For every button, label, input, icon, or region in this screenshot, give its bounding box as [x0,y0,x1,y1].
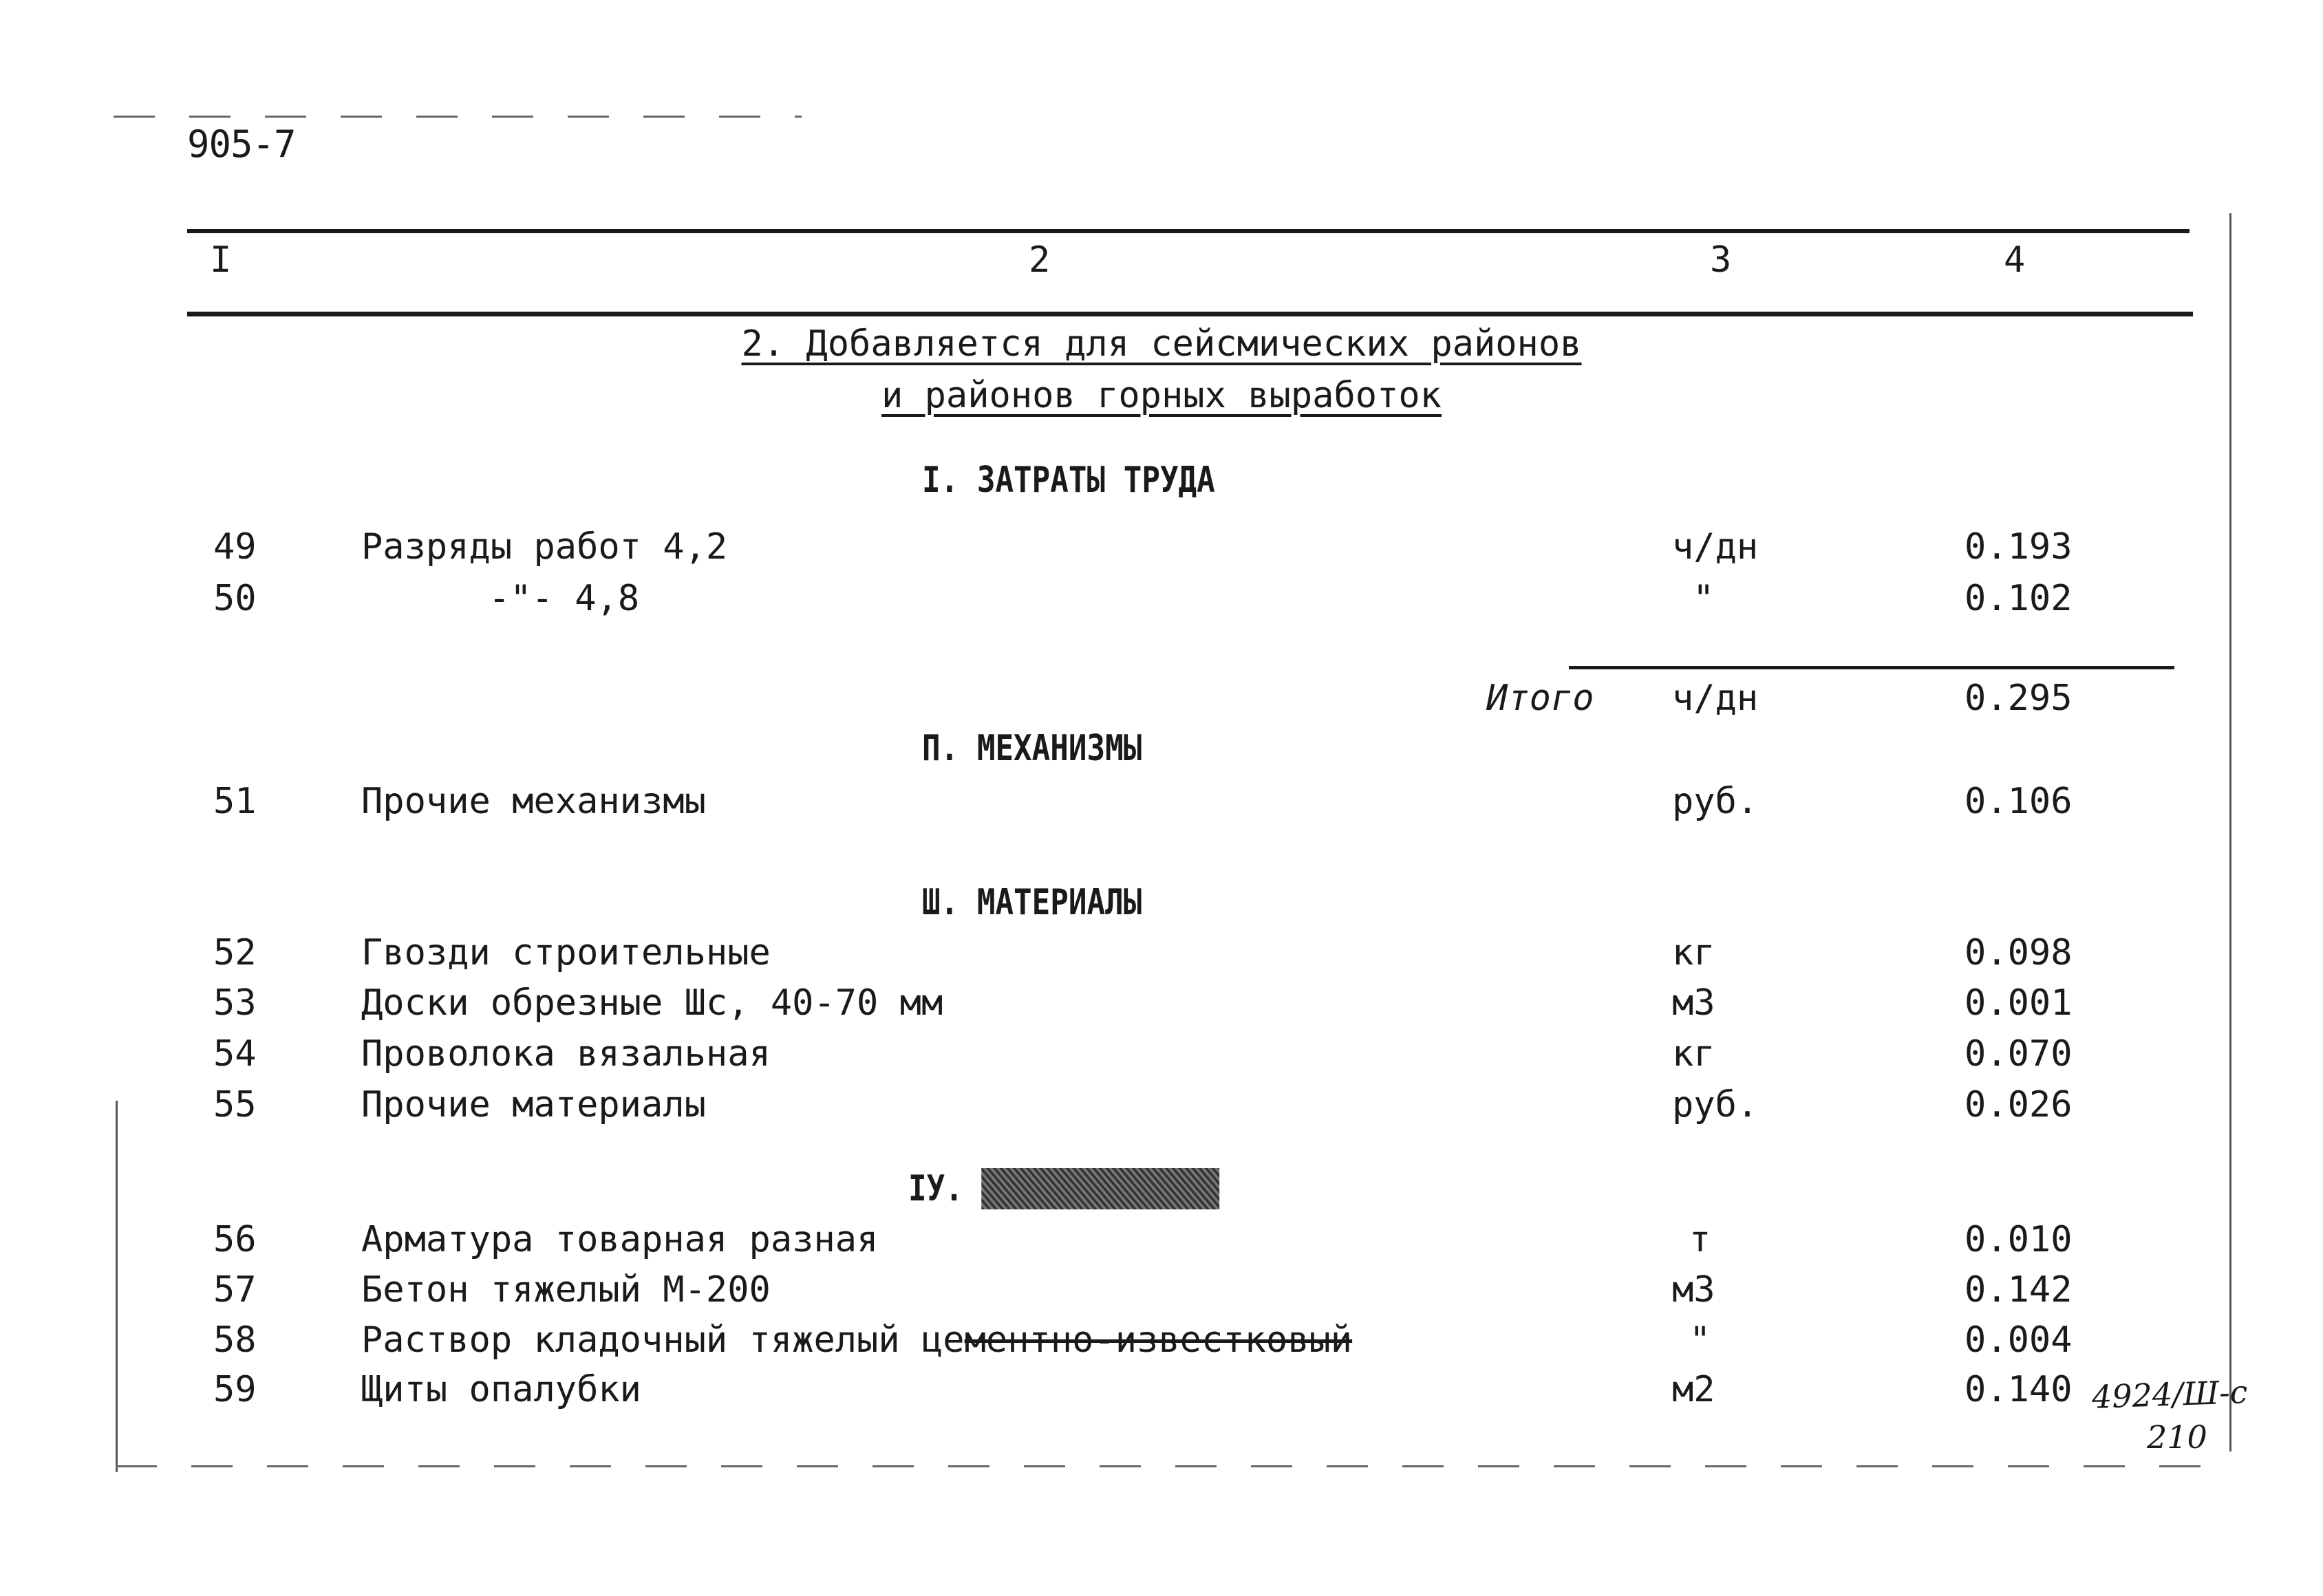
row-num: 58 [213,1319,257,1361]
row-value: 0.106 [1965,781,2073,822]
row-unit: т [1689,1219,1711,1260]
row-name: Бетон тяжелый М-200 [361,1269,771,1311]
column-header-3: 3 [1710,239,1732,281]
total-label: Итого [1486,678,1594,719]
row-name: Щиты опалубки [361,1369,641,1410]
group-title-materials: Ш. МАТЕРИАЛЫ [922,882,1142,923]
table-top-rule [187,229,2190,233]
row-value: 0.004 [1965,1319,2073,1361]
top-scan-artifact [114,116,802,118]
row-unit: м3 [1672,1269,1715,1311]
group-title-machines: П. МЕХАНИЗМЫ [922,728,1142,769]
table-header-rule [187,312,2193,316]
total-unit: ч/дн [1672,678,1759,719]
row-name: Прочие материалы [361,1084,706,1125]
section-title-line1: 2. Добавляется для сейсмических районов [741,323,1582,365]
row-num: 54 [213,1033,257,1075]
row-num: 50 [213,578,257,619]
column-header-1: I [210,239,232,281]
row-unit: руб. [1672,781,1759,822]
group-title-semi [908,1168,1219,1209]
left-border [116,1101,118,1472]
row-name: Разряды работ 4,2 [361,526,728,568]
row-name: Арматура товарная разная [361,1219,879,1260]
row-num: 56 [213,1219,257,1260]
row-value: 0.193 [1965,526,2073,568]
row-value: 0.102 [1965,578,2073,619]
group-title-labor: I. ЗАТРАТЫ ТРУДА [922,460,1215,501]
section-title-line2: и районов горных выработок [881,375,1442,416]
row-num: 59 [213,1369,257,1410]
row-name: Гвозди строительные [361,932,771,973]
row-num: 53 [213,982,257,1024]
row-unit: кг [1672,932,1715,973]
row-unit: руб. [1672,1084,1759,1125]
column-header-2: 2 [1029,239,1051,281]
row-name: Проволока вязальная [361,1033,771,1075]
column-header-4: 4 [2004,239,2026,281]
group-title-semi-redacted [981,1168,1219,1209]
row-name [361,1319,1352,1361]
group-title-semi-prefix: IУ. [908,1168,963,1209]
row-value: 0.140 [1965,1369,2073,1410]
row-name-visible: Раствор кладочный тяжелый це [361,1319,965,1361]
row-num: 55 [213,1084,257,1125]
row-value: 0.142 [1965,1269,2073,1311]
archive-page-number: 210 [2147,1419,2207,1456]
row-value: 0.098 [1965,932,2073,973]
row-value: 0.026 [1965,1084,2073,1125]
total-value: 0.295 [1965,678,2073,719]
row-num: 57 [213,1269,257,1311]
document-code: 905-7 [187,122,296,166]
row-unit: м2 [1672,1369,1715,1410]
archive-stamp: 4924/Ш-с [2091,1373,2249,1416]
row-name: Доски обрезные Шс, 40-70 мм [361,982,943,1024]
total-rule [1569,666,2174,669]
row-num: 51 [213,781,257,822]
row-name-struck: ментно-известковый [964,1319,1353,1361]
row-unit: кг [1672,1033,1715,1075]
row-num: 49 [213,526,257,568]
row-unit: м3 [1672,982,1715,1024]
row-value: 0.070 [1965,1033,2073,1075]
row-unit: ч/дн [1672,526,1759,568]
row-unit: " [1693,578,1715,619]
row-name: Прочие механизмы [361,781,706,822]
row-unit: " [1689,1319,1711,1361]
row-value: 0.010 [1965,1219,2073,1260]
bottom-scan-artifact [116,1465,2228,1467]
row-num: 52 [213,932,257,973]
row-value: 0.001 [1965,982,2073,1024]
row-name: -"- 4,8 [489,578,640,619]
